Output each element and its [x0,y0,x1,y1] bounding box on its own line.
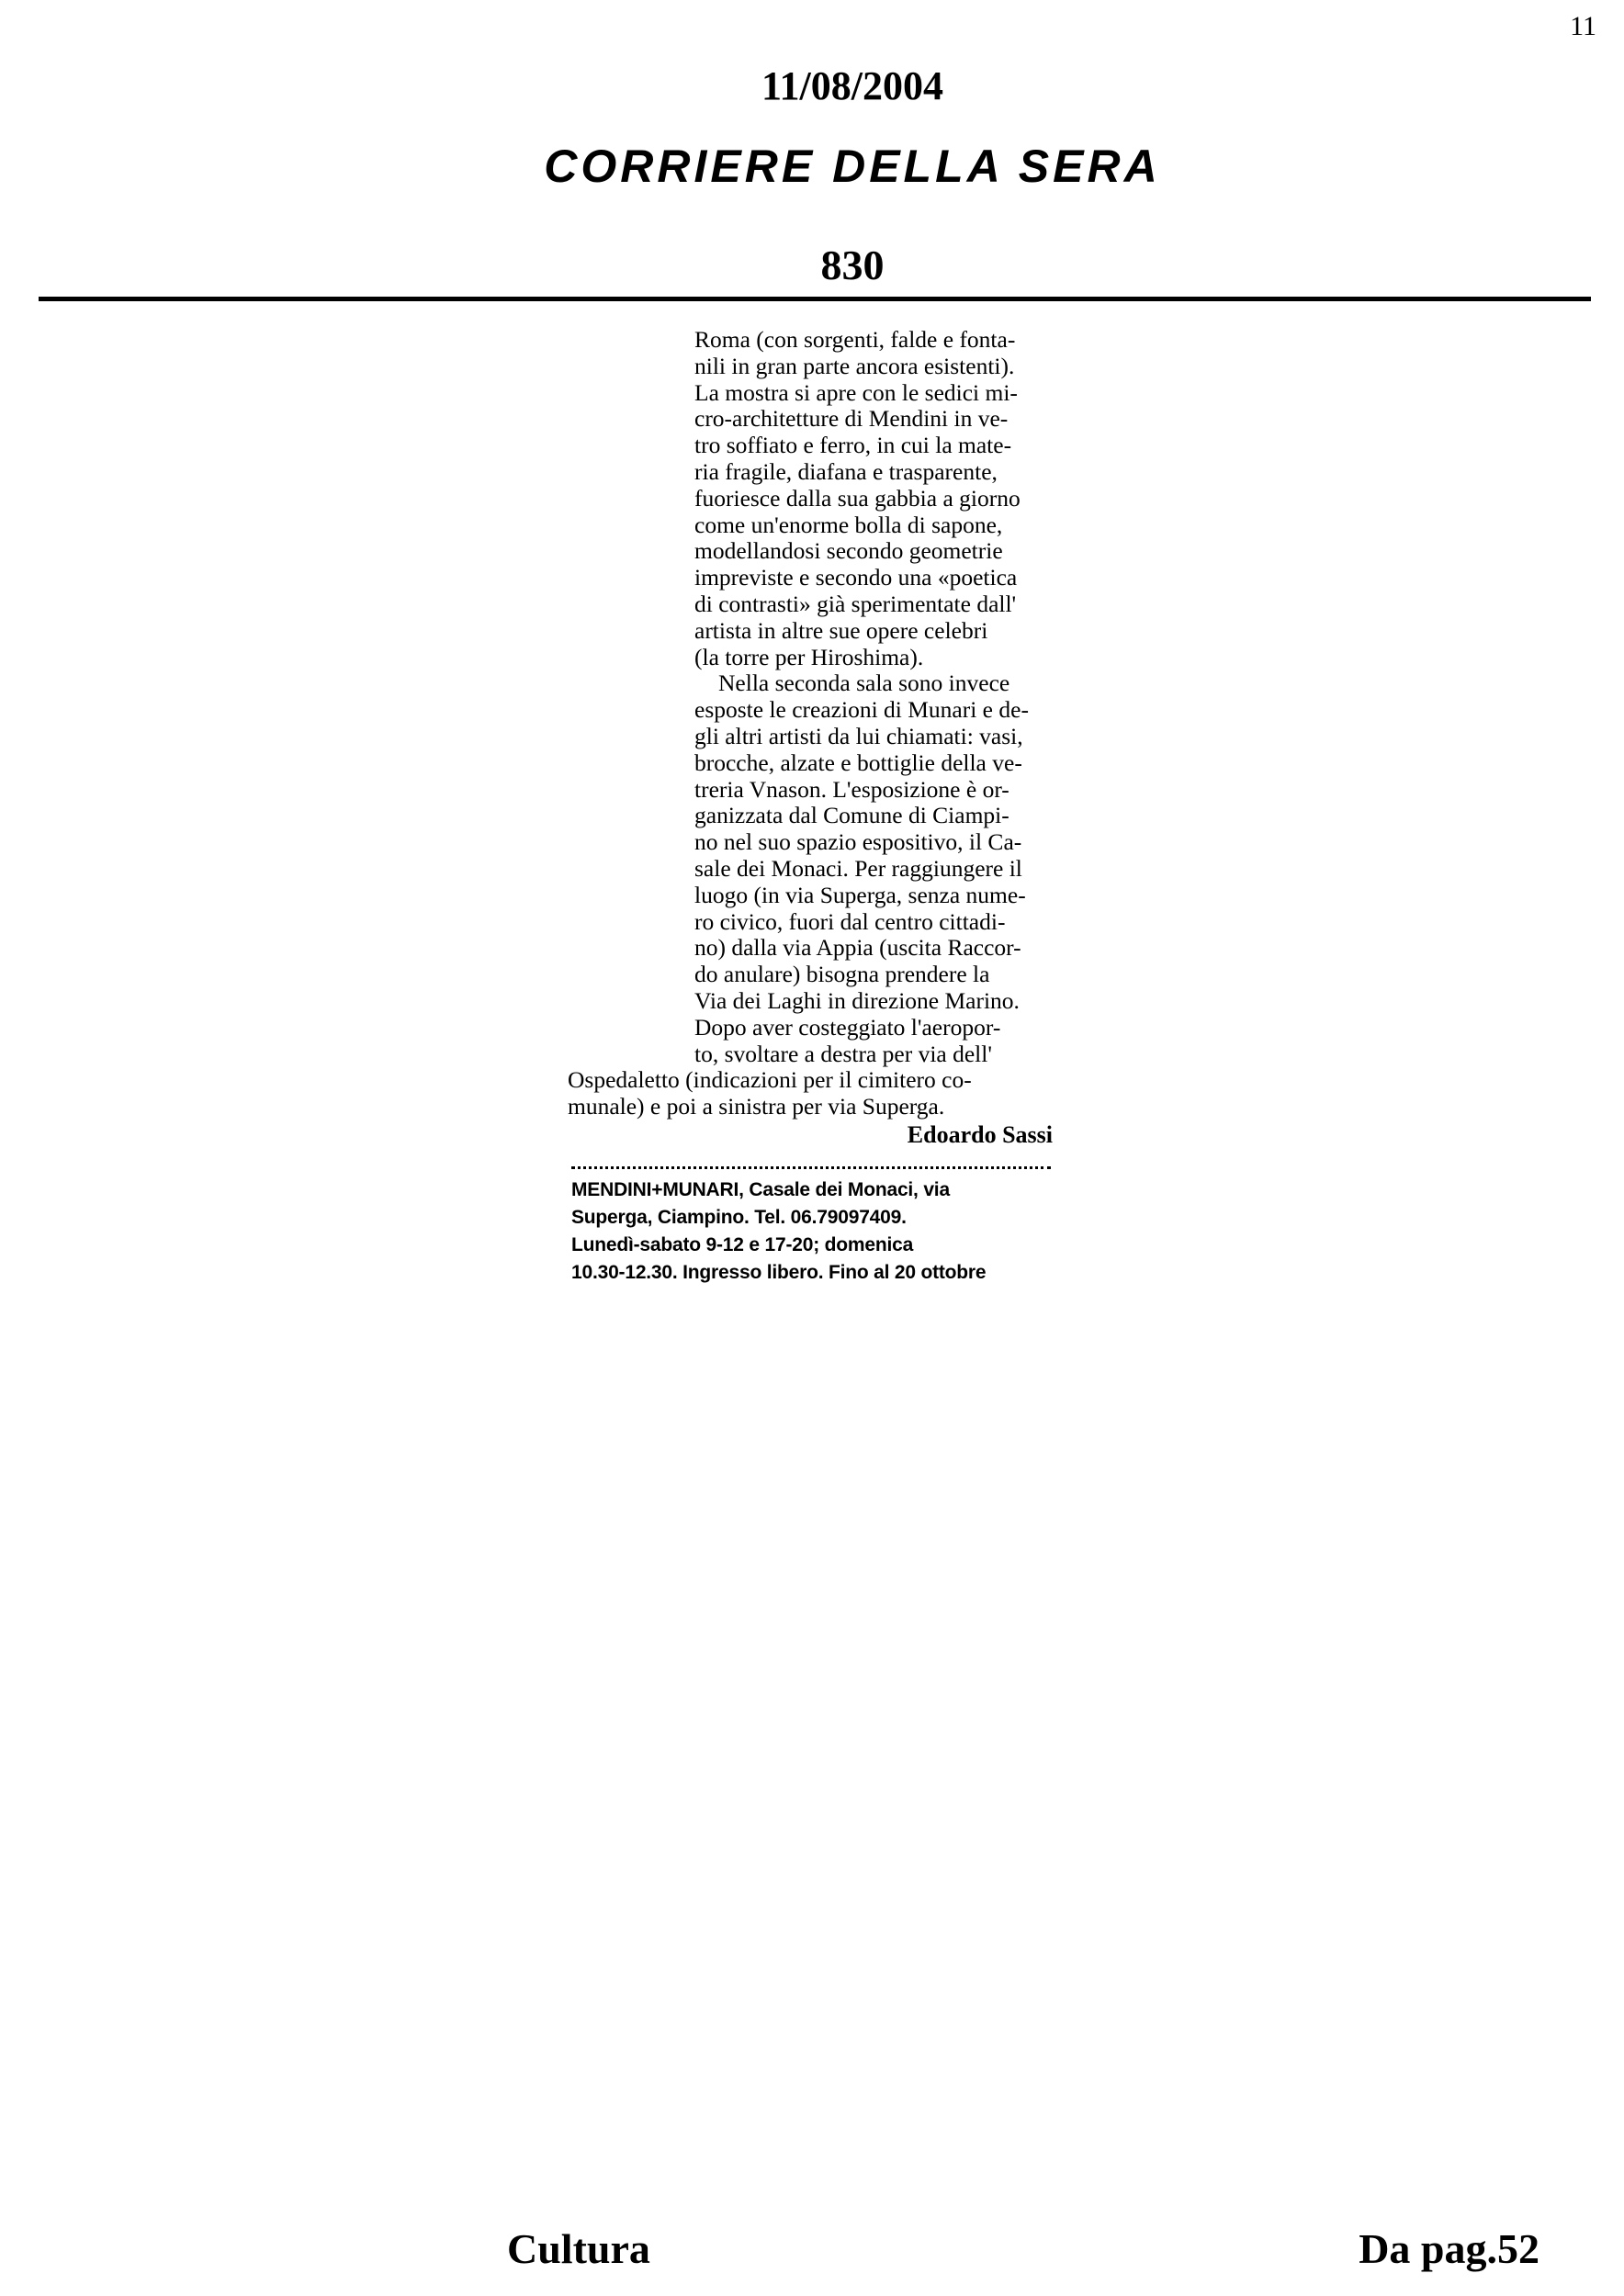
article-line: impreviste e secondo una «poetica [694,564,1018,591]
article-line: modellandosi secondo geometrie [694,537,1003,565]
article-line: tro soffiato e ferro, in cui la mate- [694,432,1012,459]
article-line: La mostra si apre con le sedici mi- [694,378,1018,406]
article-line: (la torre per Hiroshima). [694,643,924,670]
article-line: cro-architetture di Mendini in ve- [694,405,1009,433]
article-column [568,327,1053,1287]
masthead: CORRIERE DELLA SERA [544,141,1161,192]
issue-number: 830 [820,242,885,288]
article-line: luogo (in via Superga, senza nume- [694,881,1026,908]
article-line: di contrasti» già sperimentate dall' [694,590,1017,617]
article-line: esposte le creazioni di Munari e de- [694,696,1029,724]
article-line: come un'enorme bolla di sapone, [694,511,1003,538]
article-line: sale dei Monaci. Per raggiungere il [694,854,1022,882]
article-line: nili in gran parte ancora esistenti). [694,352,1015,379]
article-line: treria Vnason. L'esposizione è or- [694,775,1009,803]
article-line: artista in altre sue opere celebri [694,616,988,644]
footer-page-ref: Da pag.52 [1359,2225,1539,2272]
info-line: Lunedì-sabato 9-12 e 17-20; domenica [571,1233,914,1255]
info-box [568,1176,1053,1287]
article-line: to, svoltare a destra per via dell' [694,1040,992,1067]
article-line: munale) e poi a sinistra per via Superga. [568,1093,945,1120]
article-line: Via dei Laghi in direzione Marino. [694,986,1020,1014]
article-line: ria fragile, diafana e trasparente, [694,457,998,485]
article-line: no) dalla via Appia (uscita Raccor- [694,934,1021,962]
article-line: no nel suo spazio espositivo, il Ca- [694,828,1022,856]
article-line: fuoriesce dalla sua gabbia a giorno [694,484,1021,512]
footer-section: Cultura [507,2225,650,2272]
info-line: 10.30-12.30. Ingresso libero. Fino al 20 ottobre [571,1261,987,1283]
info-line: Superga, Ciampino. Tel. 06.79097409. [571,1206,907,1228]
article-line: ganizzata dal Comune di Ciampi- [694,802,1009,829]
article-line: ro civico, fuori dal centro cittadi- [694,907,1006,935]
article-line: gli altri artisti da lui chiamati: vasi, [694,722,1023,749]
header-date: 11/08/2004 [761,63,944,108]
article-line: Ospedaletto (indicazioni per il cimitero co- [568,1066,972,1094]
article-line: do anulare) bisogna prendere la [694,961,990,988]
header-rule [39,297,1591,301]
article-line: Roma (con sorgenti, falde e fonta- [694,326,1016,353]
article-author: Edoardo Sassi [907,1120,1053,1148]
article-line: Dopo aver costeggiato l'aeropor- [694,1013,1001,1041]
page-number: 11 [1570,11,1596,41]
article-line: brocche, alzate e bottiglie della ve- [694,748,1022,776]
info-line: MENDINI+MUNARI, Casale dei Monaci, via [571,1178,950,1200]
article-line: Nella seconda sala sono invece [718,670,1010,697]
dotted-separator [571,1166,1051,1169]
